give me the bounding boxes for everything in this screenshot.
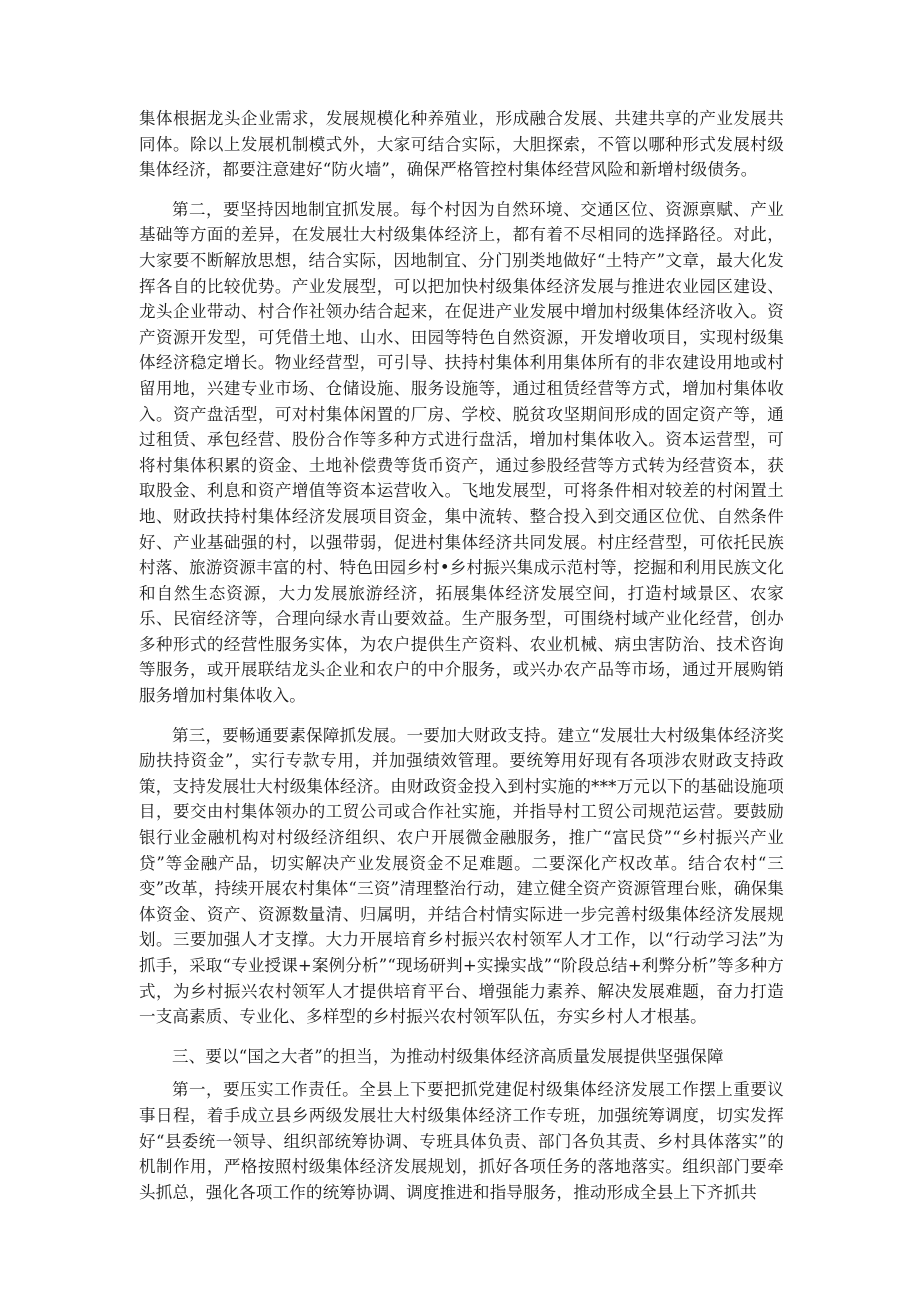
paragraph-second-point: 第二，要坚持因地制宜抓发展。每个村因为自然环境、交通区位、资源禀赋、产业基础等方面的差异，在发展壮大村级集体经济上，都有着不尽相同的选择路径。对此，大家要不断解放思想，结合实际，因地制宜、分门别类地做好“土特产”文章，最大化发挥各自的比较优势。产业发展型，可以把加快村级集体经济发展与推进农业园区建设、龙头企业带动、村合作社领办结合起来，在促进产业发展中增加村级集体经济收入。资产资源开发型，可凭借土地、山水、田园等特色自然资源，开发增收项目，实现村级集体经济稳定增长。物业经营型，可引导、扶持村集体利用集体所有的非农建设用地或村留用地，兴建专业市场、仓储设施、服务设施等，通过租赁经营等方式，增加村集体收入。资产盘活型，可对村集体闲置的厂房、学校、脱贫攻坚期间形成的固定资产等，通过租赁、承包经营、股份合作等多种方式进行盘活，增加村集体收入。资本运营型，可将村集体积累的资金、土地补偿费等货币资产，通过参股经营等方式转为经营资本，获取股金、利息和资产增值等资本运营收入。飞地发展型，可将条件相对较差的村闲置土地、财政扶持村集体经济发展项目资金，集中流转、整合投入到交通区位优、自然条件好、产业基础强的村，以强带弱，促进村集体经济共同发展。村庄经营型，可依托民族村落、旅游资源丰富的村、特色田园乡村•乡村振兴集成示范村等，挖掘和利用民族文化和自然生态资源，大力发展旅游经济，拓展集体经济发展空间，打造村域景区、农家乐、民宿经济等，合理向绿水青山要效益。生产服务型，可围绕村域产业化经营，创办多种形式的经营性服务实体，为农户提供生产资料、农业机械、病虫害防治、技术咨询等服务，或开展联结龙头企业和农户的中介服务，或兴办农产品等市场，通过开展购销服务增加村集体收入。: [139, 199, 784, 706]
section-heading: 三、要以“国之大者”的担当，为推动村级集体经济高质量发展提供坚强保障: [172, 1046, 724, 1066]
document-page: [139, 106, 784, 1205]
paragraph-first-point: 第一，要压实工作责任。全县上下要把抓党建促村级集体经济发展工作摆上重要议事日程，着手成立县乡两级发展壮大村级集体经济工作专班，加强统筹调度，切实发挥好“县委统一领导、组织部统筹协调、专班具体负责、部门各负其责、乡村具体落实”的机制作用，严格按照村级集体经济发展规划，抓好各项任务的落地落实。组织部门要牵头抓总，强化各项工作的统筹协调、调度推进和指导服务，推动形成全县上下齐抓共: [139, 1080, 784, 1202]
paragraph-continuation: 集体根据龙头企业需求，发展规模化种养殖业，形成融合发展、共建共享的产业发展共同体。除以上发展机制模式外，大家可结合实际，大胆探索，不管以哪种形式发展村级集体经济，都要注意建好“防火墙”，确保严格管控村集体经营风险和新增村级债务。: [139, 109, 784, 180]
paragraph-third-point: 第三，要畅通要素保障抓发展。一要加大财政支持。建立“发展壮大村级集体经济奖励扶持资金”，实行专款专用，并加强绩效管理。要统筹用好现有各项涉农财政支持政策，支持发展壮大村级集体经济。由财政资金投入到村实施的***万元以下的基础设施项目，要交由村集体领办的工贸公司或合作社实施，并指导村工贸公司规范运营。要鼓励银行业金融机构对村级经济组织、农户开展微金融服务，推广“富民贷”“乡村振兴产业贷”等金融产品，切实解决产业发展资金不足难题。二要深化产权改革。结合农村“三变”改革，持续开展农村集体“三资”清理整治行动，建立健全资产资源管理台账，确保集体资金、资产、资源数量清、归属明，并结合村情实际进一步完善村级集体经济发展规划。三要加强人才支撑。大力开展培育乡村振兴农村领军人才工作，以“行动学习法”为抓手，采取“专业授课+案例分析”“现场研判+实操实战”“阶段总结+利弊分析”等多种方式，为乡村振兴农村领军人才提供培育平台、增强能力素养、解决发展难题，奋力打造一支高素质、专业化、多样型的乡村振兴农村领军队伍，夯实乡村人才根基。: [139, 725, 784, 1027]
